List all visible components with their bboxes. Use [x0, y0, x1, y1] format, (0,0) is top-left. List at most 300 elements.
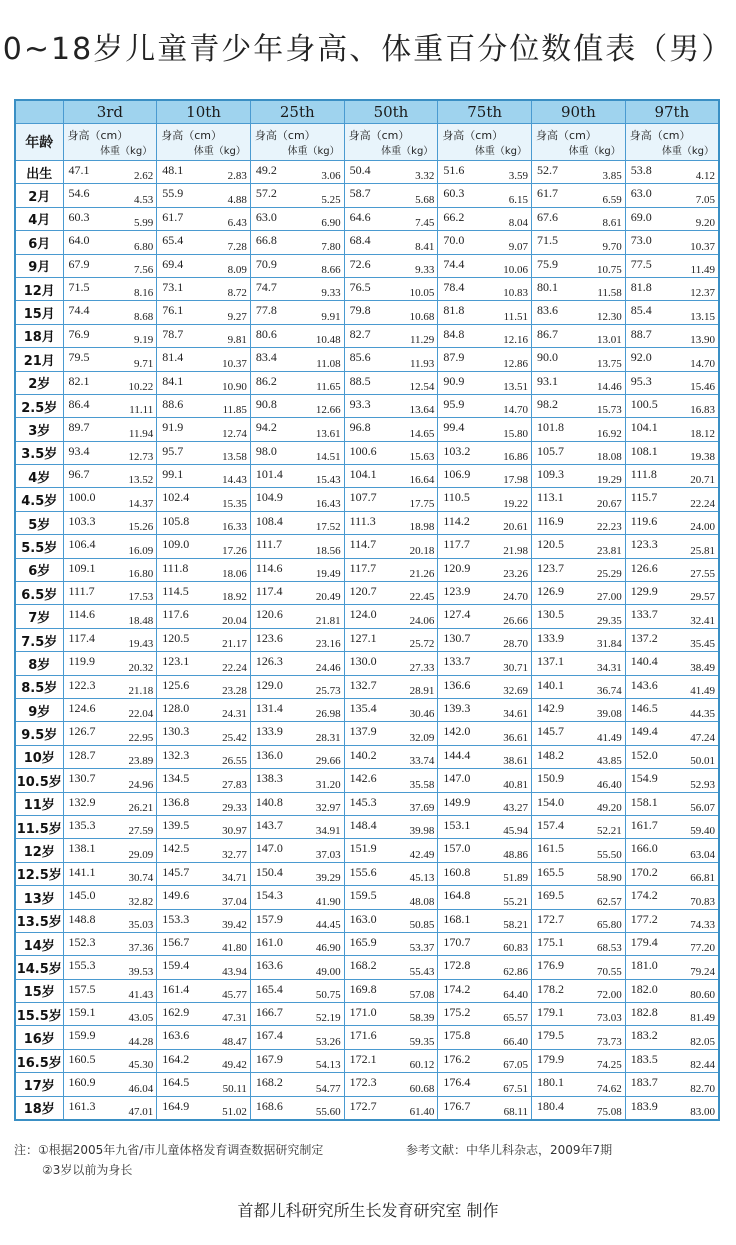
height-value: 109.3: [537, 467, 565, 482]
table-row: [15, 862, 719, 885]
value-cell: [625, 1049, 719, 1072]
weight-value: 10.37: [222, 357, 247, 370]
weight-value: 47.24: [690, 731, 715, 744]
weight-value: 22.45: [409, 591, 435, 604]
height-value: 142.9: [537, 700, 565, 715]
value-cell: [344, 277, 438, 300]
weight-value: 30.74: [128, 872, 154, 885]
table-row: [15, 932, 719, 955]
value-cell: [344, 1096, 438, 1120]
height-value: 66.2: [443, 209, 465, 224]
weight-value: 3.59: [508, 170, 529, 183]
value-cell: [63, 558, 157, 581]
height-value: 86.2: [255, 373, 277, 388]
weight-value: 34.61: [503, 708, 529, 721]
height-value: 158.1: [630, 794, 658, 809]
height-value: 145.7: [537, 724, 565, 739]
note-length: ②3岁以前为身长: [42, 1163, 133, 1177]
value-cell: [438, 254, 532, 277]
height-value: 179.4: [630, 934, 658, 949]
weight-value: 10.22: [128, 380, 154, 393]
table-row: [15, 277, 719, 300]
value-cell: [625, 535, 719, 558]
value-cell: [438, 1026, 532, 1049]
value-cell: [344, 371, 438, 394]
weight-value: 70.55: [596, 965, 622, 978]
value-cell: [532, 605, 626, 628]
weight-value: 11.93: [409, 357, 435, 370]
value-cell: [63, 979, 157, 1002]
height-value: 157.5: [68, 981, 96, 996]
value-cell: [157, 348, 251, 371]
weight-value: 32.97: [315, 801, 341, 814]
value-cell: [63, 605, 157, 628]
height-value: 74.4: [68, 303, 90, 318]
value-cell: [63, 1049, 157, 1072]
weight-value: 39.98: [409, 825, 435, 838]
height-value: 162.9: [162, 1005, 190, 1020]
height-value: 98.2: [537, 396, 559, 411]
value-cell: [532, 161, 626, 184]
value-cell: [63, 862, 157, 885]
height-value: 159.9: [68, 1028, 96, 1043]
weight-value: 12.54: [409, 380, 435, 393]
weight-value: 20.18: [409, 544, 435, 557]
value-cell: [344, 652, 438, 675]
value-cell: [250, 815, 344, 838]
height-value: 126.7: [68, 724, 96, 739]
height-value: 134.5: [162, 771, 190, 786]
weight-value: 60.83: [503, 942, 529, 955]
weight-value: 74.33: [690, 918, 715, 931]
value-cell: [63, 582, 157, 605]
height-unit-label: 身高（cm）: [254, 129, 316, 142]
height-value: 161.5: [537, 841, 565, 856]
height-value: 164.5: [162, 1075, 190, 1090]
weight-value: 13.90: [690, 334, 715, 347]
weight-value: 13.15: [690, 310, 715, 323]
value-cell: [157, 605, 251, 628]
value-cell: [344, 254, 438, 277]
height-value: 110.5: [443, 490, 470, 505]
weight-value: 46.04: [128, 1082, 154, 1095]
weight-value: 19.38: [690, 451, 715, 464]
weight-value: 55.60: [315, 1106, 341, 1119]
height-value: 175.1: [537, 934, 565, 949]
height-value: 70.0: [443, 233, 465, 248]
weight-value: 32.77: [222, 848, 247, 861]
age-cell: 12岁: [15, 839, 63, 862]
height-value: 182.8: [630, 1005, 658, 1020]
height-value: 137.2: [630, 630, 658, 645]
value-cell: [157, 1096, 251, 1120]
weight-value: 16.92: [596, 427, 622, 440]
weight-value: 7.45: [415, 217, 435, 230]
weight-value: 5.68: [415, 193, 435, 206]
value-cell: [250, 1096, 344, 1120]
weight-value: 11.11: [129, 404, 154, 417]
weight-value: 22.04: [128, 708, 154, 721]
weight-value: 63.04: [690, 848, 715, 861]
weight-value: 49.00: [315, 965, 341, 978]
height-value: 175.8: [443, 1028, 471, 1043]
value-cell: [157, 862, 251, 885]
value-cell: [344, 324, 438, 347]
weight-value: 18.12: [690, 427, 715, 440]
value-cell: [344, 582, 438, 605]
height-value: 157.4: [537, 817, 565, 832]
height-value: 123.3: [630, 537, 658, 552]
weight-value: 19.49: [315, 568, 341, 581]
height-value: 140.4: [630, 654, 658, 669]
value-cell: [625, 441, 719, 464]
height-value: 153.3: [162, 911, 190, 926]
height-value: 153.1: [443, 817, 471, 832]
value-cell: [532, 324, 626, 347]
weight-value: 75.08: [596, 1106, 622, 1119]
value-cell: [344, 745, 438, 768]
height-value: 71.5: [68, 279, 90, 294]
table-row: [15, 161, 719, 184]
value-cell: [250, 745, 344, 768]
table-row: [15, 956, 719, 979]
weight-value: 4.88: [227, 193, 247, 206]
value-cell: [250, 628, 344, 651]
height-value: 95.7: [162, 443, 184, 458]
age-cell: 13.5岁: [15, 909, 63, 932]
height-value: 88.6: [162, 396, 184, 411]
value-cell: [157, 488, 251, 511]
footer-credit: 首都儿科研究所生长发育研究室 制作: [237, 1201, 499, 1220]
height-value: 164.8: [443, 888, 471, 903]
height-value: 76.1: [162, 303, 184, 318]
height-value: 79.8: [349, 303, 371, 318]
height-value: 117.4: [68, 630, 96, 645]
unit-header-cell: [438, 124, 532, 161]
height-value: 126.3: [255, 654, 283, 669]
value-cell: [63, 161, 157, 184]
age-cell: 5岁: [15, 511, 63, 534]
height-value: 47.1: [68, 163, 90, 177]
height-value: 49.2: [255, 163, 277, 177]
value-cell: [157, 418, 251, 441]
height-unit-label: 身高（cm）: [442, 129, 504, 142]
value-cell: [532, 956, 626, 979]
weight-value: 82.70: [690, 1082, 715, 1095]
value-cell: [250, 441, 344, 464]
value-cell: [157, 979, 251, 1002]
height-value: 54.6: [68, 186, 90, 201]
percentile-header: 3rd: [63, 100, 157, 124]
weight-value: 56.07: [690, 801, 715, 814]
height-value: 50.4: [349, 163, 371, 177]
value-cell: [63, 722, 157, 745]
value-cell: [625, 745, 719, 768]
weight-value: 12.66: [315, 404, 341, 417]
value-cell: [157, 652, 251, 675]
value-cell: [157, 184, 251, 207]
page-title: 0~18岁儿童青少年身高、体重百分位数值表（男）: [2, 32, 734, 67]
value-cell: [532, 301, 626, 324]
age-cell: 14.5岁: [15, 956, 63, 979]
height-value: 119.6: [630, 513, 658, 528]
height-value: 90.9: [443, 373, 465, 388]
table-row: [15, 1026, 719, 1049]
height-value: 130.5: [537, 607, 565, 622]
height-value: 77.8: [255, 303, 277, 318]
age-cell: 9.5岁: [15, 722, 63, 745]
height-unit-label: 身高（cm）: [536, 129, 597, 142]
height-value: 114.2: [443, 513, 470, 528]
value-cell: [344, 301, 438, 324]
value-cell: [157, 207, 251, 230]
value-cell: [625, 184, 719, 207]
weight-value: 15.35: [222, 497, 247, 510]
value-cell: [344, 394, 438, 417]
weight-value: 30.71: [503, 661, 529, 674]
value-cell: [438, 932, 532, 955]
age-cell: 7.5岁: [15, 628, 63, 651]
weight-value: 2.62: [133, 170, 154, 183]
weight-value: 12.73: [128, 451, 154, 464]
age-cell: 出生: [15, 161, 63, 184]
table-row: [15, 582, 719, 605]
table-row: [15, 558, 719, 581]
weight-unit-label: 体重（kg）: [193, 146, 246, 157]
weight-value: 34.71: [222, 872, 247, 885]
value-cell: [250, 862, 344, 885]
value-cell: [532, 979, 626, 1002]
value-cell: [625, 254, 719, 277]
weight-value: 18.56: [315, 544, 341, 557]
height-value: 139.3: [443, 700, 471, 715]
height-value: 172.8: [443, 958, 471, 973]
weight-value: 48.86: [503, 848, 529, 861]
height-value: 73.0: [630, 233, 652, 248]
weight-value: 19.22: [503, 497, 529, 510]
height-value: 91.9: [162, 420, 184, 435]
age-cell: 2岁: [15, 371, 63, 394]
height-value: 114.5: [162, 584, 189, 599]
height-value: 167.4: [255, 1028, 283, 1043]
value-cell: [344, 161, 438, 184]
percentile-header: 50th: [344, 100, 438, 124]
weight-value: 24.31: [222, 708, 247, 721]
value-cell: [157, 254, 251, 277]
value-cell: [63, 675, 157, 698]
weight-value: 43.94: [222, 965, 247, 978]
height-value: 157.0: [443, 841, 471, 856]
weight-value: 12.16: [503, 334, 529, 347]
height-value: 117.4: [255, 584, 283, 599]
value-cell: [438, 839, 532, 862]
table-row: [15, 628, 719, 651]
weight-value: 23.89: [128, 755, 154, 768]
height-value: 137.1: [537, 654, 565, 669]
table-row: [15, 605, 719, 628]
value-cell: [344, 511, 438, 534]
weight-value: 19.43: [128, 638, 154, 651]
weight-value: 35.58: [409, 778, 435, 791]
value-cell: [625, 769, 719, 792]
value-cell: [250, 231, 344, 254]
height-value: 166.7: [255, 1005, 283, 1020]
height-value: 100.5: [630, 396, 658, 411]
height-value: 130.3: [162, 724, 190, 739]
weight-value: 73.03: [596, 1012, 622, 1025]
weight-value: 16.33: [222, 521, 247, 534]
weight-value: 41.90: [315, 895, 341, 908]
table-row: [15, 535, 719, 558]
height-value: 63.0: [630, 186, 652, 201]
height-value: 78.4: [443, 279, 465, 294]
height-value: 144.4: [443, 747, 471, 762]
height-value: 148.4: [349, 817, 377, 832]
value-cell: [157, 465, 251, 488]
value-cell: [625, 675, 719, 698]
value-cell: [250, 488, 344, 511]
weight-value: 54.13: [315, 1059, 341, 1072]
value-cell: [438, 558, 532, 581]
value-cell: [157, 886, 251, 909]
height-value: 77.5: [630, 256, 652, 271]
weight-value: 11.94: [128, 427, 154, 440]
height-value: 179.9: [537, 1051, 565, 1066]
value-cell: [625, 558, 719, 581]
weight-value: 62.57: [596, 895, 622, 908]
value-cell: [344, 886, 438, 909]
value-cell: [438, 815, 532, 838]
weight-value: 24.00: [690, 521, 715, 534]
value-cell: [63, 745, 157, 768]
weight-value: 8.61: [602, 217, 622, 230]
weight-value: 6.59: [602, 193, 622, 206]
table-row: [15, 184, 719, 207]
value-cell: [63, 371, 157, 394]
height-value: 160.9: [68, 1075, 96, 1090]
value-cell: [532, 1049, 626, 1072]
weight-value: 80.60: [690, 989, 715, 1002]
height-value: 159.4: [162, 958, 190, 973]
value-cell: [344, 558, 438, 581]
height-value: 72.6: [349, 256, 371, 271]
height-value: 95.3: [630, 373, 652, 388]
value-cell: [532, 839, 626, 862]
note-source: 注：①根据2005年九省/市儿童体格发育调查数据研究制定: [14, 1143, 324, 1157]
height-value: 174.2: [630, 888, 658, 903]
age-cell: 11岁: [15, 792, 63, 815]
height-value: 179.1: [537, 1005, 565, 1020]
value-cell: [250, 511, 344, 534]
value-cell: [63, 652, 157, 675]
height-value: 135.3: [68, 817, 96, 832]
value-cell: [438, 745, 532, 768]
value-cell: [250, 348, 344, 371]
height-value: 180.4: [537, 1098, 565, 1113]
height-value: 164.9: [162, 1098, 190, 1113]
height-value: 108.1: [630, 443, 658, 458]
table-row: [15, 886, 719, 909]
value-cell: [625, 722, 719, 745]
weight-value: 11.58: [597, 287, 622, 300]
height-value: 172.3: [349, 1075, 377, 1090]
height-value: 142.6: [349, 771, 377, 786]
height-value: 67.6: [537, 209, 559, 224]
height-value: 145.0: [68, 888, 96, 903]
height-value: 156.7: [162, 934, 190, 949]
value-cell: [438, 207, 532, 230]
weight-value: 28.31: [315, 731, 341, 744]
weight-value: 11.08: [316, 357, 341, 370]
value-cell: [625, 301, 719, 324]
weight-value: 18.92: [222, 591, 247, 604]
height-value: 76.9: [68, 326, 90, 341]
weight-value: 72.00: [596, 989, 622, 1002]
table-row: [15, 769, 719, 792]
value-cell: [63, 231, 157, 254]
value-cell: [344, 535, 438, 558]
value-cell: [532, 698, 626, 721]
weight-value: 11.65: [316, 380, 341, 393]
value-cell: [250, 161, 344, 184]
value-cell: [438, 605, 532, 628]
value-cell: [438, 465, 532, 488]
value-cell: [63, 511, 157, 534]
age-cell: 4岁: [15, 465, 63, 488]
value-cell: [157, 698, 251, 721]
height-value: 151.9: [349, 841, 377, 856]
value-cell: [625, 161, 719, 184]
table-row: [15, 254, 719, 277]
weight-value: 59.35: [409, 1035, 435, 1048]
height-value: 65.4: [162, 233, 184, 248]
weight-value: 31.84: [596, 638, 622, 651]
value-cell: [157, 511, 251, 534]
height-value: 88.5: [349, 373, 371, 388]
weight-value: 9.33: [415, 263, 435, 276]
age-cell: 12月: [15, 277, 63, 300]
height-value: 63.0: [255, 209, 277, 224]
weight-value: 3.06: [321, 170, 341, 183]
weight-value: 65.80: [596, 918, 622, 931]
height-value: 183.2: [630, 1028, 658, 1043]
value-cell: [438, 1049, 532, 1072]
weight-value: 65.57: [503, 1012, 529, 1025]
table-row: [15, 441, 719, 464]
weight-value: 6.15: [508, 193, 529, 206]
weight-value: 51.89: [503, 872, 529, 885]
weight-value: 39.42: [222, 918, 247, 931]
value-cell: [63, 535, 157, 558]
value-cell: [438, 371, 532, 394]
height-value: 90.0: [537, 350, 559, 365]
weight-value: 27.33: [409, 661, 435, 674]
value-cell: [157, 301, 251, 324]
value-cell: [344, 839, 438, 862]
age-cell: 6岁: [15, 558, 63, 581]
value-cell: [625, 1003, 719, 1026]
height-value: 48.1: [162, 163, 184, 177]
value-cell: [625, 652, 719, 675]
value-cell: [250, 582, 344, 605]
weight-value: 12.37: [690, 287, 715, 300]
weight-value: 60.68: [409, 1082, 435, 1095]
weight-value: 9.70: [602, 240, 622, 253]
height-value: 69.4: [162, 256, 184, 271]
value-cell: [532, 909, 626, 932]
height-value: 130.0: [349, 654, 377, 669]
height-value: 81.8: [443, 303, 465, 318]
